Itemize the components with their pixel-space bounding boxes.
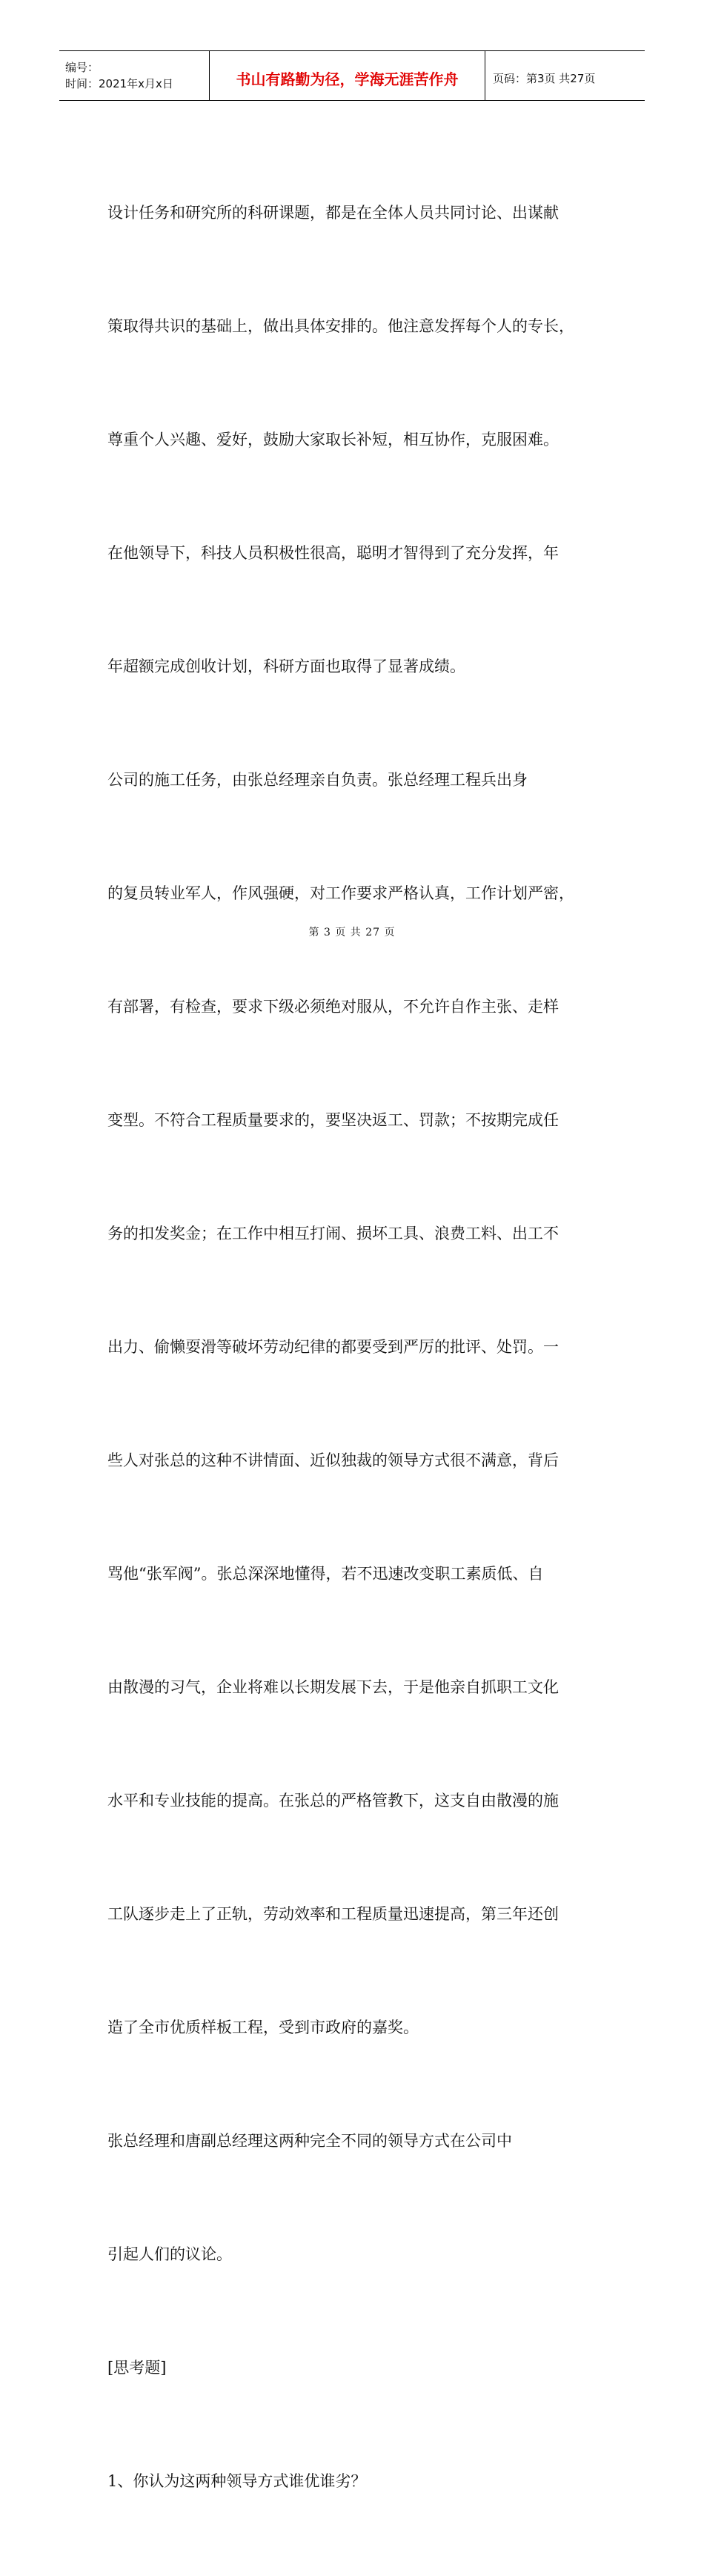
header-page-info xyxy=(485,51,645,100)
number-label: 编号： xyxy=(65,61,99,74)
text-line: 出力、偷懒耍滑等破坏劳动纪律的都要受到严厉的批评、处罚。一 xyxy=(107,1338,559,1356)
text-line: 造了全市优质样板工程，受到市政府的嘉奖。 xyxy=(107,2019,419,2036)
text-line: 尊重个人兴趣、爱好，鼓励大家取长补短，相互协作，克服困难。 xyxy=(107,431,559,448)
text-line: 工队逐步走上了正轨，劳动效率和工程质量迅速提高，第三年还创 xyxy=(107,1905,559,1923)
text-line: 设计任务和研究所的科研课题，都是在全体人员共同讨论、出谋献 xyxy=(107,204,559,222)
page-header xyxy=(59,50,645,101)
text-line: 引起人们的议论。 xyxy=(107,2245,232,2263)
text-line: 有部署，有检查，要求下级必须绝对服从，不允许自作主张、走样 xyxy=(107,998,559,1016)
text-line: 务的扣发奖金；在工作中相互打闹、损坏工具、浪费工料、出工不 xyxy=(107,1225,559,1242)
text-line: 些人对张总的这种不讲情面、近似独裁的领导方式很不满意，背后 xyxy=(107,1451,559,1469)
header-meta xyxy=(59,51,210,100)
body-text xyxy=(107,119,604,2576)
text-line: 水平和专业技能的提高。在张总的严格管教下，这支自由散漫的施 xyxy=(107,1792,559,1810)
motto-text: 书山有路勤为径，学海无涯苦作舟 xyxy=(236,70,459,88)
text-line: 策取得共识的基础上，做出具体安排的。他注意发挥每个人的专长， xyxy=(107,317,574,335)
section-heading: [思考题] xyxy=(107,2359,167,2377)
text-line: 变型。不符合工程质量要求的，要坚决返工、罚款；不按期完成任 xyxy=(107,1111,559,1129)
question-item: 1、你认为这两种领导方式谁优谁劣？ xyxy=(107,2472,367,2490)
header-motto xyxy=(210,51,485,100)
text-line: 公司的施工任务，由张总经理亲自负责。张总经理工程兵出身 xyxy=(107,771,528,789)
footer-page-number: 第 3 页 共 27 页 xyxy=(308,927,396,938)
text-line: 骂他“张军阀”。张总深深地懂得，若不迅速改变职工素质低、自 xyxy=(107,1565,544,1583)
text-line: 的复员转业军人，作风强硬，对工作要求严格认真，工作计划严密， xyxy=(107,884,574,902)
time-label: 时间：2021年x月x日 xyxy=(65,77,173,90)
text-line: 在他领导下，科技人员积极性很高，聪明才智得到了充分发挥，年 xyxy=(107,544,559,562)
page-info-text: 页码：第3页 共27页 xyxy=(493,71,596,85)
page-footer xyxy=(0,924,704,939)
text-line: 年超额完成创收计划，科研方面也取得了显著成绩。 xyxy=(107,658,465,675)
document-body xyxy=(107,119,604,2576)
text-line: 张总经理和唐副总经理这两种完全不同的领导方式在公司中 xyxy=(107,2132,512,2150)
text-line: 由散漫的习气，企业将难以长期发展下去，于是他亲自抓职工文化 xyxy=(107,1678,559,1696)
